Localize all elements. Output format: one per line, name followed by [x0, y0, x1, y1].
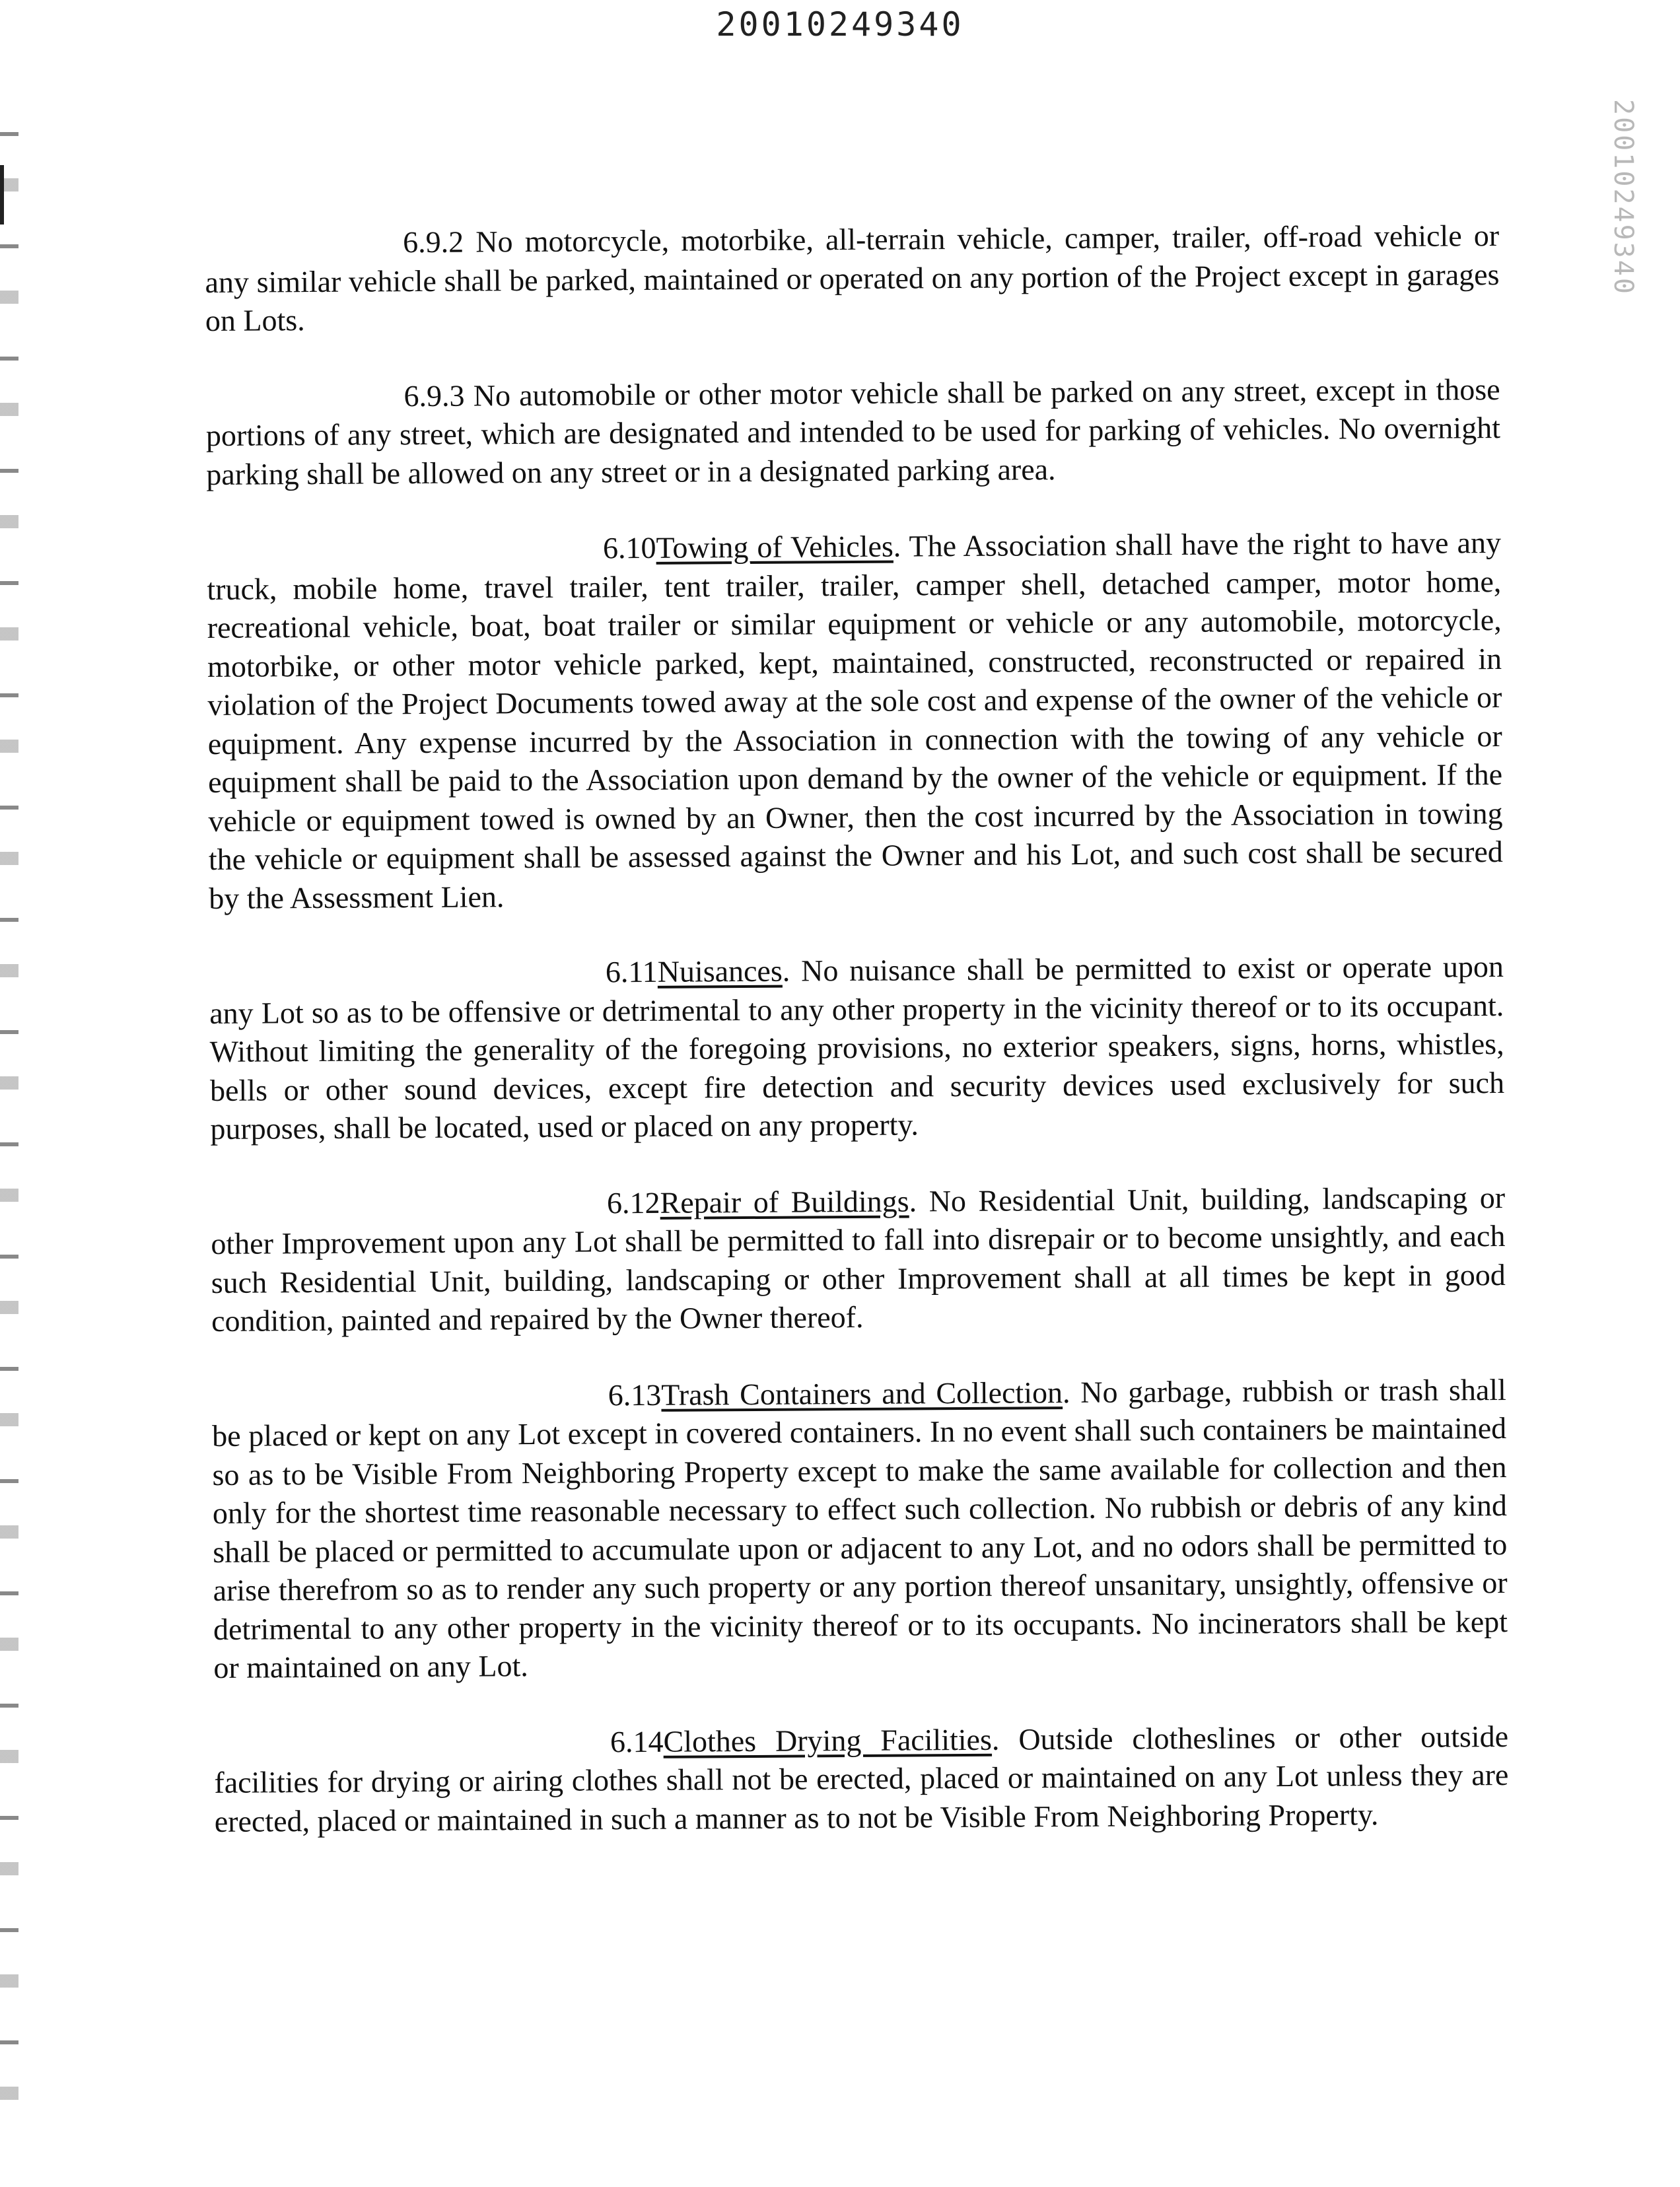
section-number: 6.10 — [602, 530, 656, 565]
section-text: No Residential Unit, building, landscaping or other Improvement upon any Lot shall be permitted to fall into disrepair or to become unsightly, and each such Residential Unit, building, landscaping or other Improvement shall at all times be kept in good condition, painted and repaired by the Owner thereof. — [211, 1180, 1506, 1338]
paragraph-6-13: 6.13Trash Containers and Collection. No garbage, rubbish or trash shall be placed or kept on any Lot except in covered containers. In no event shall such containers be maintained so as to be Visible From Neighboring Property except to make the same available for collection and then only for the shortest time reasonable necessary to effect such collection. No rubbish or debris of any kind shall be placed or permitted to accumulate upon or adjacent to any Lot, and no odors shall be permitted to arise therefrom so as to render any such property or any portion thereof unsanitary, unsightly, offensive or detrimental to any other property in the vicinity thereof or to its occupants. No incinerators shall be kept or maintained on any Lot. — [212, 1372, 1508, 1684]
section-text: No nuisance shall be permitted to exist or operate upon any Lot so as to be offensive or detrimental to any other property in the vicinity thereof or to its occupant. Without limiting the generality of the foregoing provisions, no exterior speakers, signs, horns, whistles, bells or other sound devices, except fire detection and security devices used exclusively for such purposes, shall be located, used or placed on any property. — [209, 950, 1505, 1146]
section-title: Nuisances — [657, 954, 783, 989]
paragraph-6-11: 6.11Nuisances. No nuisance shall be permitted to exist or operate upon any Lot so as to be offensive or detrimental to any other property in the vicinity thereof or to its occupant. Without limiting the generality of the foregoing provisions, no exterior speakers, signs, horns, whistles, bells or other sound devices, except fire detection and security devices used exclusively for such purposes, shall be located, used or placed on any property. — [209, 950, 1505, 1146]
section-number: 6.14 — [610, 1724, 664, 1758]
section-text: No garbage, rubbish or trash shall be placed or kept on any Lot except in covered containers. In no event shall such containers be maintained so as to be Visible From Neighboring Property except to make the same available for collection and then only for the shortest time reasonable necessary to effect such collection. No rubbish or debris of any kind shall be placed or permitted to accumulate upon or adjacent to any Lot, and no odors shall be permitted to arise therefrom so as to render any such property or any portion thereof unsanitary, unsightly, offensive or detrimental to any other property in the vicinity thereof or to its occupants. No incinerators shall be kept or maintained on any Lot. — [212, 1372, 1508, 1684]
scan-edge-mark — [0, 165, 4, 225]
section-text: No automobile or other motor vehicle shall be parked on any street, except in those portions of any street, which are designated and intended to be used for parking of vehicles. No overnight parking shall be allowed on any street or in a designated parking area. — [205, 372, 1501, 491]
section-text: No motorcycle, motorbike, all-terrain vehicle, camper, trailer, off-road vehicle or any similar vehicle shall be parked, maintained or operated on any portion of the Project except in garages on Lots. — [205, 219, 1500, 337]
scan-edge-artifact — [0, 79, 18, 2139]
section-title: Repair of Buildings — [660, 1184, 909, 1220]
paragraph-6-9-3 — [205, 370, 1500, 494]
paragraph-6-14: 6.14Clothes Drying Facilities. Outside clotheslines or other outside facilities for drying or airing clothes shall not be erected, placed or maintained on any Lot unless they are erected, placed or maintained in such a manner as to not be Visible From Neighboring Property. — [214, 1719, 1509, 1838]
section-title: Towing of Vehicles — [656, 529, 893, 565]
paragraph-6-9-2 — [205, 217, 1500, 340]
section-number: 6.12 — [606, 1185, 660, 1220]
section-title: Trash Containers and Collection — [661, 1375, 1063, 1412]
section-text: Outside clotheslines or other outside facilities for drying or airing clothes shall not be erected, placed or maintained on any Lot unless they are erected, placed or maintained in such a manner as to not be Visible From Neighboring Property. — [214, 1719, 1509, 1838]
section-text: The Association shall have the right to have any truck, mobile home, travel trailer, tent trailer, trailer, camper shell, detached camper, motor home, recreational vehicle, boat, boat trailer or similar equipment or vehicle or any automobile, motorcycle, motorbike, or other motor vehicle parked, kept, maintained, constructed, reconstructed or repaired in violation of the Project Documents towed away at the sole cost and expense of the owner of the vehicle or equipment. Any expense incurred by the Association in connection with the towing of any vehicle or equipment shall be paid to the Association upon demand by the owner of the vehicle or equipment. If the vehicle or equipment towed is owned by an Owner, then the cost incurred by the Association in towing the vehicle or equipment shall be assessed against the Owner and his Lot, and such cost shall be secured by the Assessment Lien. — [207, 526, 1503, 915]
document-number: 20010249340 — [716, 5, 964, 44]
section-title: Clothes Drying Facilities — [663, 1722, 993, 1758]
section-number: 6.11 — [605, 954, 658, 989]
side-stamp: 20010249340 — [1608, 99, 1638, 296]
section-number: 6.13 — [608, 1377, 662, 1412]
document-body — [205, 217, 1509, 1879]
section-number: 6.9.2 — [403, 225, 464, 260]
paragraph-6-10: 6.10Towing of Vehicles. The Association shall have the right to have any truck, mobile home, travel trailer, tent trailer, trailer, camper shell, detached camper, motor home, recreational vehicle, boat, boat trailer or similar equipment or vehicle or any automobile, motorcycle, motorbike, or other motor vehicle parked, kept, maintained, constructed, reconstructed or repaired in violation of the Project Documents towed away at the sole cost and expense of the owner of the vehicle or equipment. Any expense incurred by the Association in connection with the towing of any vehicle or equipment shall be paid to the Association upon demand by the owner of the vehicle or equipment. If the vehicle or equipment towed is owned by an Owner, then the cost incurred by the Association in towing the vehicle or equipment shall be assessed against the Owner and his Lot, and such cost shall be secured by the Assessment Lien. — [207, 526, 1503, 915]
section-number: 6.9.3 — [403, 378, 465, 413]
paragraph-6-12: 6.12Repair of Buildings. No Residential Unit, building, landscaping or other Improvement upon any Lot shall be permitted to fall into disrepair or to become unsightly, and each such Residential Unit, building, landscaping or other Improvement shall at all times be kept in good condition, painted and repaired by the Owner thereof. — [211, 1180, 1506, 1338]
